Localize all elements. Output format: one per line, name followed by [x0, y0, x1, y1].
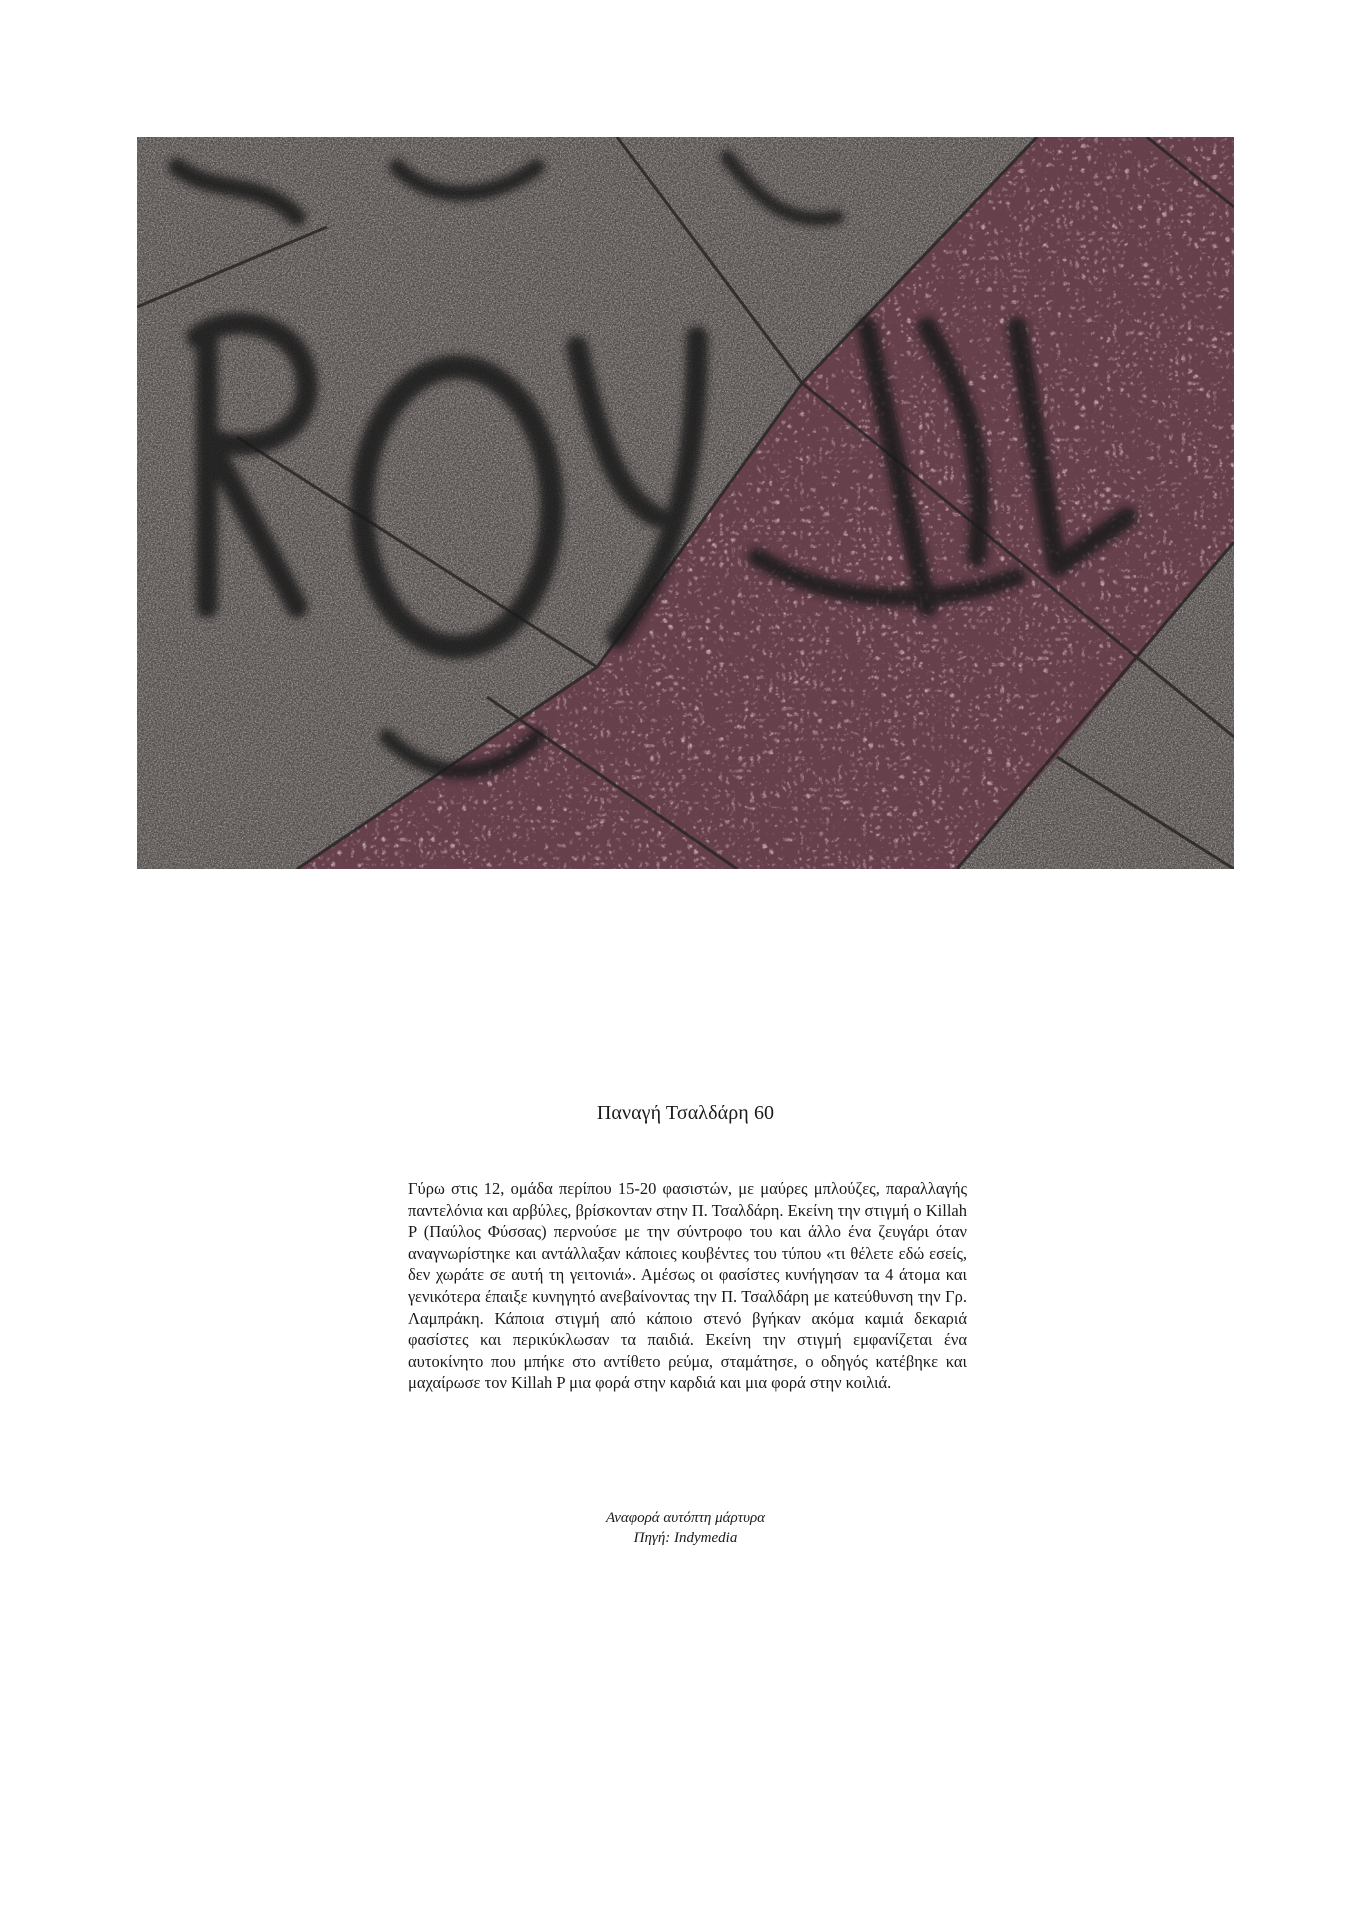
article-credits	[0, 1508, 1371, 1548]
pavement-graffiti-photo	[137, 137, 1234, 869]
credit-line: Αναφορά αυτόπτη μάρτυρα	[605, 1510, 766, 1526]
photo-illustration	[137, 137, 1234, 869]
article-title: Παναγή Τσαλδάρη 60	[596, 1102, 775, 1124]
source-line: Πηγή: Indymedia	[633, 1530, 738, 1546]
article-body: Γύρω στις 12, ομάδα περίπου 15-20 φασιστών, με μαύρες μπλούζες, παραλλαγής παντελόνια και αρβύλες, βρίσκονταν στην Π. Τσαλδάρη. Εκείνη την στιγμή ο Killah P (Παύλος Φύσσας) περνούσε με την σύντροφο του και άλλο ένα ζευγάρι όταν αναγνωρίστηκε και αντάλλαξαν κάποιες κουβέντες του τύπου «τι θέλετε εδώ εσείς, δεν χωράτε σε αυτή τη γειτονιά». Αμέσως οι φασίστες κυνήγησαν τα 4 άτομα και γενικότερα έπαιξε κυνηγητό ανεβαίνοντας την Π. Τσαλδάρη με κατεύθυνση την Γρ. Λαμπράκη. Κάποια στιγμή από κάποιο στενό βγήκαν ακόμα καμιά δεκαριά φασίστες και περικύκλωσαν τα παιδιά. Εκείνη την στιγμή εμφανίζεται ένα αυτοκίνητο που μπήκε στο αντίθετο ρεύμα, σταμάτησε, ο οδηγός κατέβηκε και μαχαίρωσε τον Killah P μια φορά στην καρδιά και μια φορά στην κοιλιά.	[408, 1179, 967, 1393]
